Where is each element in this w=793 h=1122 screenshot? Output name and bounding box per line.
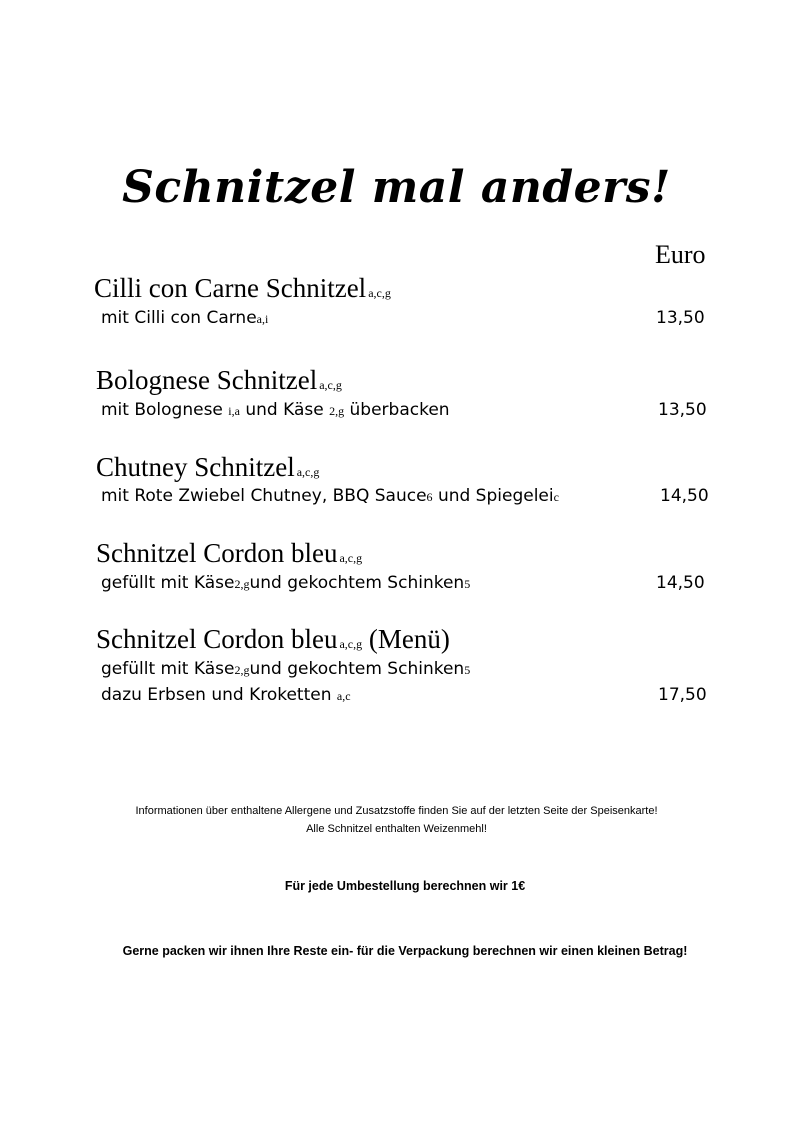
allergen-codes: a,c bbox=[336, 689, 351, 703]
description-text: gefüllt mit Käse bbox=[101, 659, 235, 679]
allergen-codes: i,a bbox=[228, 404, 240, 418]
allergen-info-note: Informationen über enthaltene Allergene und Zusatzstoffe finden Sie auf der letzten Seite der Speisenkarte! bbox=[135, 805, 658, 817]
allergen-codes: 2,g bbox=[234, 663, 250, 677]
menu-item-name bbox=[94, 272, 391, 309]
currency-header: Euro bbox=[655, 240, 706, 269]
menu-item-name bbox=[96, 537, 362, 574]
menu-item-description bbox=[101, 658, 470, 681]
item-title: Bolognese Schnitzel bbox=[96, 365, 318, 395]
menu-item-name bbox=[96, 451, 319, 488]
allergen-codes: a,c,g bbox=[339, 551, 363, 565]
allergen-codes: a,i bbox=[256, 312, 269, 326]
description-text: dazu Erbsen und Kroketten bbox=[101, 685, 332, 705]
allergen-codes: c bbox=[553, 490, 559, 504]
item-title: Schnitzel Cordon bleu bbox=[96, 624, 338, 654]
page-title: Schnitzel mal anders! bbox=[122, 162, 671, 213]
description-text: und Käse bbox=[245, 400, 324, 420]
item-title: Schnitzel Cordon bleu bbox=[96, 538, 338, 568]
description-text: und gekochtem Schinken bbox=[249, 573, 465, 593]
description-text: mit Cilli con Carne bbox=[101, 308, 257, 328]
menu-item-price: 14,50 bbox=[656, 573, 705, 593]
menu-item-name bbox=[96, 623, 450, 660]
menu-item-name bbox=[96, 364, 342, 401]
surcharge-note: Für jede Umbestellung berechnen wir 1€ bbox=[284, 879, 526, 893]
menu-item-price: 17,50 bbox=[658, 685, 707, 705]
description-text: und gekochtem Schinken bbox=[249, 659, 465, 679]
description-text: überbacken bbox=[349, 400, 450, 420]
menu-item-description bbox=[101, 399, 450, 422]
item-title-suffix: (Menü) bbox=[368, 624, 450, 654]
description-text: gefüllt mit Käse bbox=[101, 573, 235, 593]
allergen-codes: a,c,g bbox=[339, 637, 363, 651]
takeaway-note: Gerne packen wir ihnen Ihre Reste ein- für die Verpackung berechnen wir einen kleinen Betrag! bbox=[122, 944, 688, 958]
item-title: Cilli con Carne Schnitzel bbox=[94, 273, 367, 303]
allergen-codes: 5 bbox=[464, 663, 471, 677]
allergen-codes: a,c,g bbox=[296, 465, 320, 479]
allergen-codes: 2,g bbox=[234, 577, 250, 591]
description-text: mit Rote Zwiebel Chutney, BBQ Sauce bbox=[101, 486, 427, 506]
item-title: Chutney Schnitzel bbox=[96, 452, 295, 482]
menu-item-description bbox=[101, 307, 268, 330]
menu-item-price: 13,50 bbox=[658, 400, 707, 420]
menu-item-description bbox=[101, 684, 351, 707]
menu-item-price: 14,50 bbox=[660, 486, 709, 506]
menu-item-description bbox=[101, 572, 470, 595]
menu-item-description bbox=[101, 485, 559, 508]
menu-item-price: 13,50 bbox=[656, 308, 705, 328]
allergen-codes: 2,g bbox=[329, 404, 345, 418]
allergen-codes: a,c,g bbox=[319, 378, 342, 392]
wheat-info-note: Alle Schnitzel enthalten Weizenmehl! bbox=[306, 823, 487, 835]
allergen-codes: 5 bbox=[464, 577, 471, 591]
description-text: mit Bolognese bbox=[101, 400, 223, 420]
allergen-codes: 6 bbox=[426, 490, 433, 504]
allergen-codes: a,c,g bbox=[368, 286, 391, 300]
description-text: und Spiegelei bbox=[437, 486, 554, 506]
